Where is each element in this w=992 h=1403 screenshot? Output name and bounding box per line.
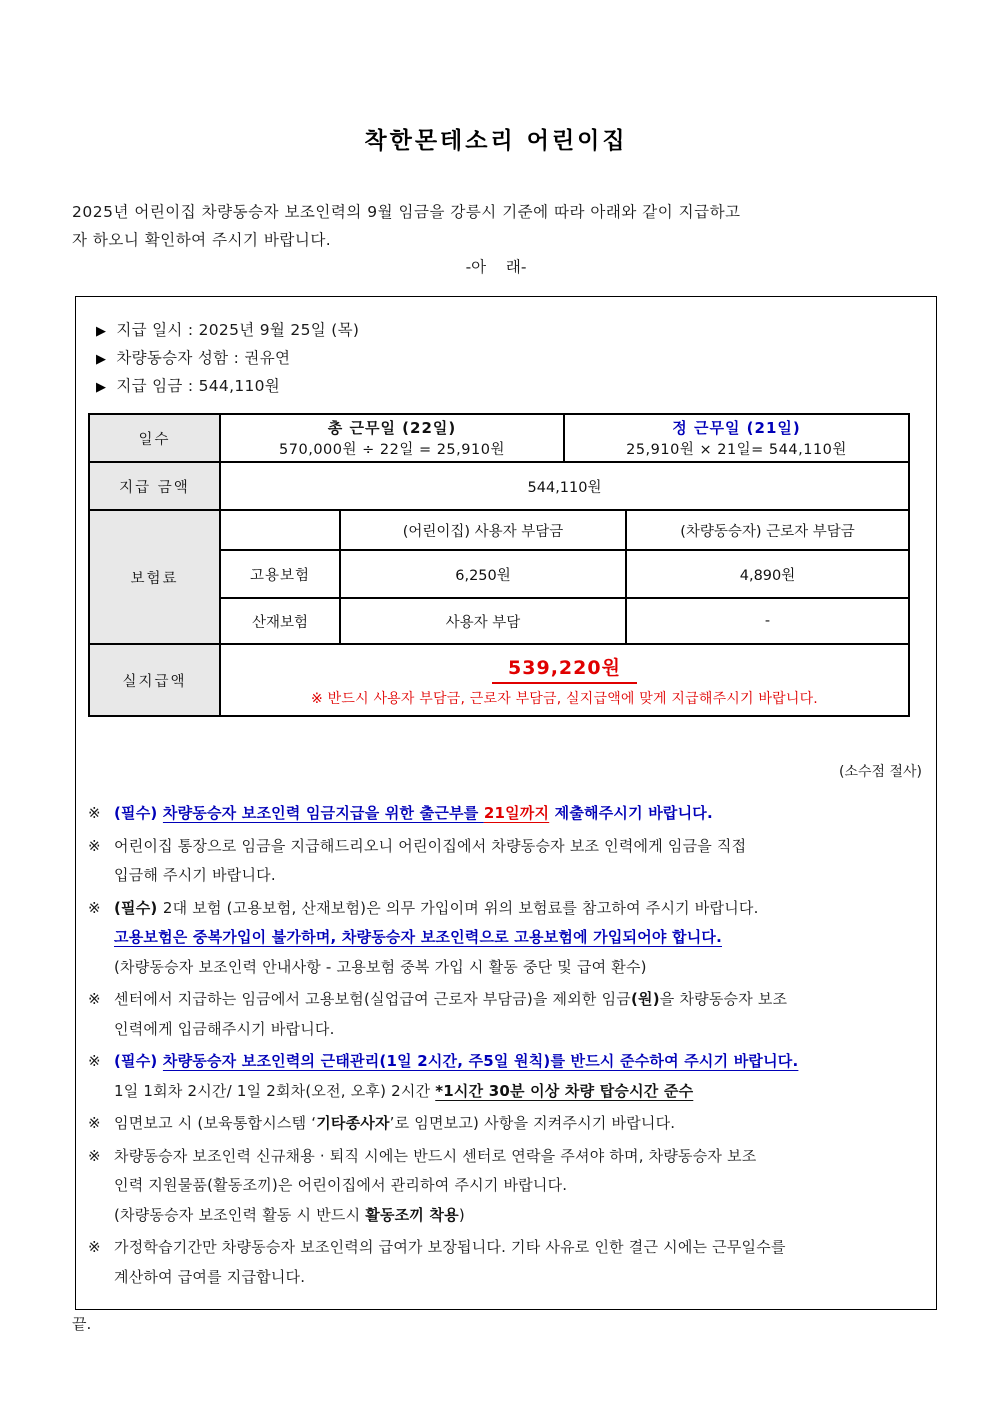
required-tag: (필수) [114,804,163,822]
note-line [114,799,924,829]
note-appointment-report [88,1109,924,1139]
note-marker: ※ [88,1146,101,1165]
total-workdays-calc: 570,000원 ÷ 22일 = 25,910원 [279,442,505,458]
note-line: 입금해 주시기 바랍니다. [114,866,276,884]
table-row-days [89,414,909,462]
table-row-net-pay [89,644,909,716]
note-marker: ※ [88,990,101,1008]
worker-col-header: (차량동승자) 근로자 부담금 [626,510,909,550]
notes-section [88,799,924,1292]
rider-name-line [88,345,924,373]
note-line [114,985,924,1015]
note-text: 1일 1회차 2시간/ 1일 2회차(오전, 오후) 2시간 [114,1081,436,1100]
note-hiring-retirement [88,1142,924,1231]
note-marker: ※ [88,1114,101,1132]
note-underlined-text: 차량동승자 보조인력 임금지급을 위한 출근부를 [162,804,484,822]
note-line: 가정학습기간만 차량동승자 보조인력의 급여가 보장됩니다. 기타 사유로 인한 결근 시에는 근무일수를 [114,1238,786,1256]
table-row-insurance-header [89,510,909,550]
employment-insurance-label: 고용보험 [220,550,340,598]
amount-header: 지급 금액 [89,462,220,510]
actual-workdays-cell [564,414,909,462]
rider-name-text: 차량동승자 성함 : 권유연 [116,349,291,367]
net-pay-warning: ※ 반드시 사용자 부담금, 근로자 부담금, 실지급액에 맞게 지급해주시기 바랍니다. [311,690,818,707]
note-attendance-sheet [88,799,924,829]
note-underlined-text: 차량동승자 보조인력의 근태관리(1일 2시간, 주5일 원칙)를 반드시 준수하여 주시기 바랍니다. [162,1052,799,1070]
note-line: 인력에게 입금해주시기 바랍니다. [114,1019,335,1038]
total-workdays-title: 총 근무일 (22일) [327,419,457,437]
days-header: 일수 [89,414,220,462]
net-pay-amount: 539,220원 [492,653,637,684]
required-tag: (필수) [114,1052,163,1070]
note-bold-text: 기타종사자 [316,1114,390,1132]
note-marker: ※ [88,1052,101,1070]
note-line: 차량동승자 보조인력 신규채용 · 퇴직 시에는 반드시 센터로 연락을 주셔야 하며, 차량동승자 보조 [114,1146,757,1165]
note-line: (차량동승자 보조인력 안내사항 - 고용보험 중복 가입 시 활동 중단 및 급여 환수) [114,957,647,976]
note-line [114,1047,924,1077]
note-line [114,923,924,953]
industrial-insurance-label: 산재보험 [220,598,340,644]
page-title: 착한몬테소리 어린이집 [364,128,628,154]
deadline-text: 21일까지 [483,804,550,822]
note-home-learning-period [88,1233,924,1292]
payment-date-text: 지급 일시 : 2025년 9월 25일 (목) [116,321,360,339]
table-row-amount [89,462,909,510]
note-marker: ※ [88,804,101,822]
intro-line-1: 2025년 어린이집 차량동승자 보조인력의 9월 임금을 강릉시 기준에 따라 아래와 같이 지급하고 [72,203,741,221]
note-marker: ※ [88,1238,101,1256]
payment-wage-line [88,373,924,401]
content-box [75,296,937,1310]
triangle-bullet-icon: ▶ [96,324,107,339]
triangle-bullet-icon: ▶ [96,352,107,367]
employment-employer-amount: 6,250원 [340,550,626,598]
total-workdays-cell [220,414,564,462]
actual-workdays-calc: 25,910원 × 21일= 544,110원 [626,442,847,458]
note-text: ’로 임면보고) 사항을 지켜주시기 바랍니다. [389,1114,676,1132]
note-text: 2대 보험 (고용보험, 산재보험)은 의무 가입이며 위의 보험료를 참고하여 주시기 바랍니다. [162,898,759,917]
note-direct-deposit [88,832,924,891]
net-pay-header: 실지급액 [89,644,220,716]
note-bold-text: 활동조끼 착용 [365,1205,459,1224]
intro-paragraph [72,198,920,254]
actual-workdays-title: 정 근무일 (21일) [672,419,801,437]
note-text: 을 차량동승자 보조 [659,990,788,1008]
note-wage-minus-insurance [88,985,924,1044]
note-line [114,894,924,924]
required-tag: (필수) [114,898,163,917]
employer-col-header: (어린이집) 사용자 부담금 [340,510,626,550]
note-line [114,1109,924,1139]
note-bold-underlined-text: *1시간 30분 이상 차량 탑승시간 준수 [435,1081,694,1100]
note-text: 임면보고 시 (보육통합시스템 ‘ [114,1114,317,1132]
note-bold-text: (원) [630,990,660,1008]
intro-line-2: 자 하오니 확인하여 주시기 바랍니다. [72,231,332,249]
note-line: 어린이집 통장으로 임금을 지급해드리오니 어린이집에서 차량동승자 보조 인력에게 임금을 직접 [114,836,747,855]
net-pay-cell [220,644,909,716]
payment-table [88,413,910,717]
industrial-employer-cell: 사용자 부담 [340,598,626,644]
payment-wage-text: 지급 임금 : 544,110원 [116,377,281,395]
note-line [114,1201,924,1231]
amount-value-cell: 544,110원 [220,462,909,510]
note-marker: ※ [88,836,101,855]
closing-text: 끝. [72,1315,92,1333]
note-text: ) [458,1205,465,1224]
employment-worker-amount: 4,890원 [626,550,909,598]
note-underlined-text: 고용보험은 중복가입이 불가하며, 차량동승자 보조인력으로 고용보험에 가입되어야 합니다. [114,928,722,946]
industrial-worker-cell: - [626,598,909,644]
below-marker: -아 래- [465,258,527,276]
insurance-empty-cell [220,510,340,550]
note-attendance-management [88,1047,924,1106]
note-text: (차량동승자 보조인력 활동 시 반드시 [114,1205,366,1224]
payment-date-line [88,317,924,345]
note-line [114,1077,924,1107]
note-text: 센터에서 지급하는 임금에서 고용보험(실업급여 근로자 부담금)을 제외한 임금 [114,990,631,1008]
triangle-bullet-icon: ▶ [96,380,107,395]
note-tail-text: 제출해주시기 바랍니다. [549,804,713,822]
rounding-note: (소수점 절사) [839,764,922,780]
note-line: 계산하여 급여를 지급합니다. [114,1267,306,1286]
insurance-header: 보험료 [89,510,220,644]
note-insurance-enrollment [88,894,924,983]
note-line: 인력 지원물품(활동조끼)은 어린이집에서 관리하여 주시기 바랍니다. [114,1176,568,1194]
note-marker: ※ [88,898,101,917]
